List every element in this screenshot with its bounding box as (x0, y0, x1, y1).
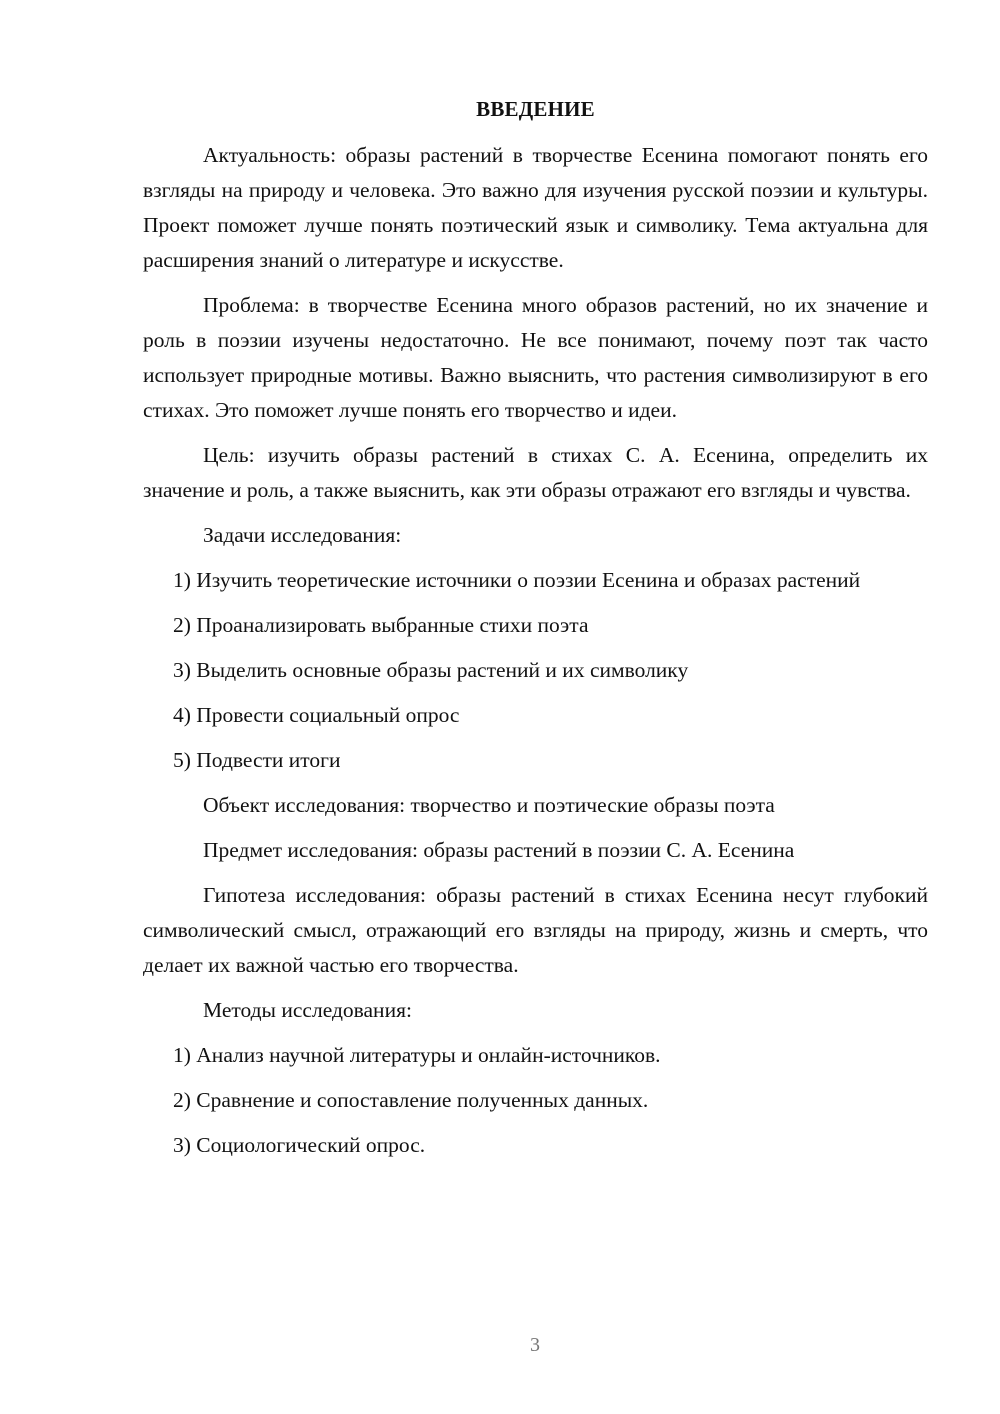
methods-heading: Методы исследования: (203, 998, 412, 1022)
page-number: 3 (530, 1334, 540, 1356)
problem-paragraph: Проблема: в творчестве Есенина много образов растений, но их значение и роль в поэзии изучены недостаточно. Не все понимают, почему поэт так часто использует природные мотивы. Важно выяснить, что растения символизируют в его стихах. Это поможет лучше понять его творчество и идеи. (143, 293, 928, 422)
task-item-2: 2) Проанализировать выбранные стихи поэта (173, 613, 589, 637)
document-page (143, 92, 928, 1163)
relevance-paragraph: Актуальность: образы растений в творчестве Есенина помогают понять его взгляды на природу и человека. Это важно для изучения русской поэзии и культуры. Проект поможет лучше понять поэтический язык и символику. Тема актуальна для расширения знаний о литературе и искусстве. (143, 143, 928, 272)
task-item-4: 4) Провести социальный опрос (173, 703, 460, 727)
tasks-heading: Задачи исследования: (203, 523, 402, 547)
method-item-2: 2) Сравнение и сопоставление полученных данных. (173, 1088, 649, 1112)
task-item-1: 1) Изучить теоретические источники о поэзии Есенина и образах растений (173, 568, 861, 592)
hypothesis-paragraph: Гипотеза исследования: образы растений в стихах Есенина несут глубокий символический смысл, отражающий его взгляды на природу, жизнь и смерть, что делает их важной частью его творчества. (143, 883, 928, 977)
method-item-1: 1) Анализ научной литературы и онлайн-источников. (173, 1043, 661, 1067)
goal-paragraph: Цель: изучить образы растений в стихах С. А. Есенина, определить их значение и роль, а также выяснить, как эти образы отражают его взгляды и чувства. (143, 443, 928, 502)
subject-line: Предмет исследования: образы растений в поэзии С. А. Есенина (203, 838, 795, 862)
page-title: ВВЕДЕНИЕ (476, 97, 595, 121)
object-line: Объект исследования: творчество и поэтические образы поэта (203, 793, 775, 817)
task-item-5: 5) Подвести итоги (173, 748, 341, 772)
method-item-3: 3) Социологический опрос. (173, 1133, 426, 1157)
task-item-3: 3) Выделить основные образы растений и их символику (173, 658, 689, 682)
